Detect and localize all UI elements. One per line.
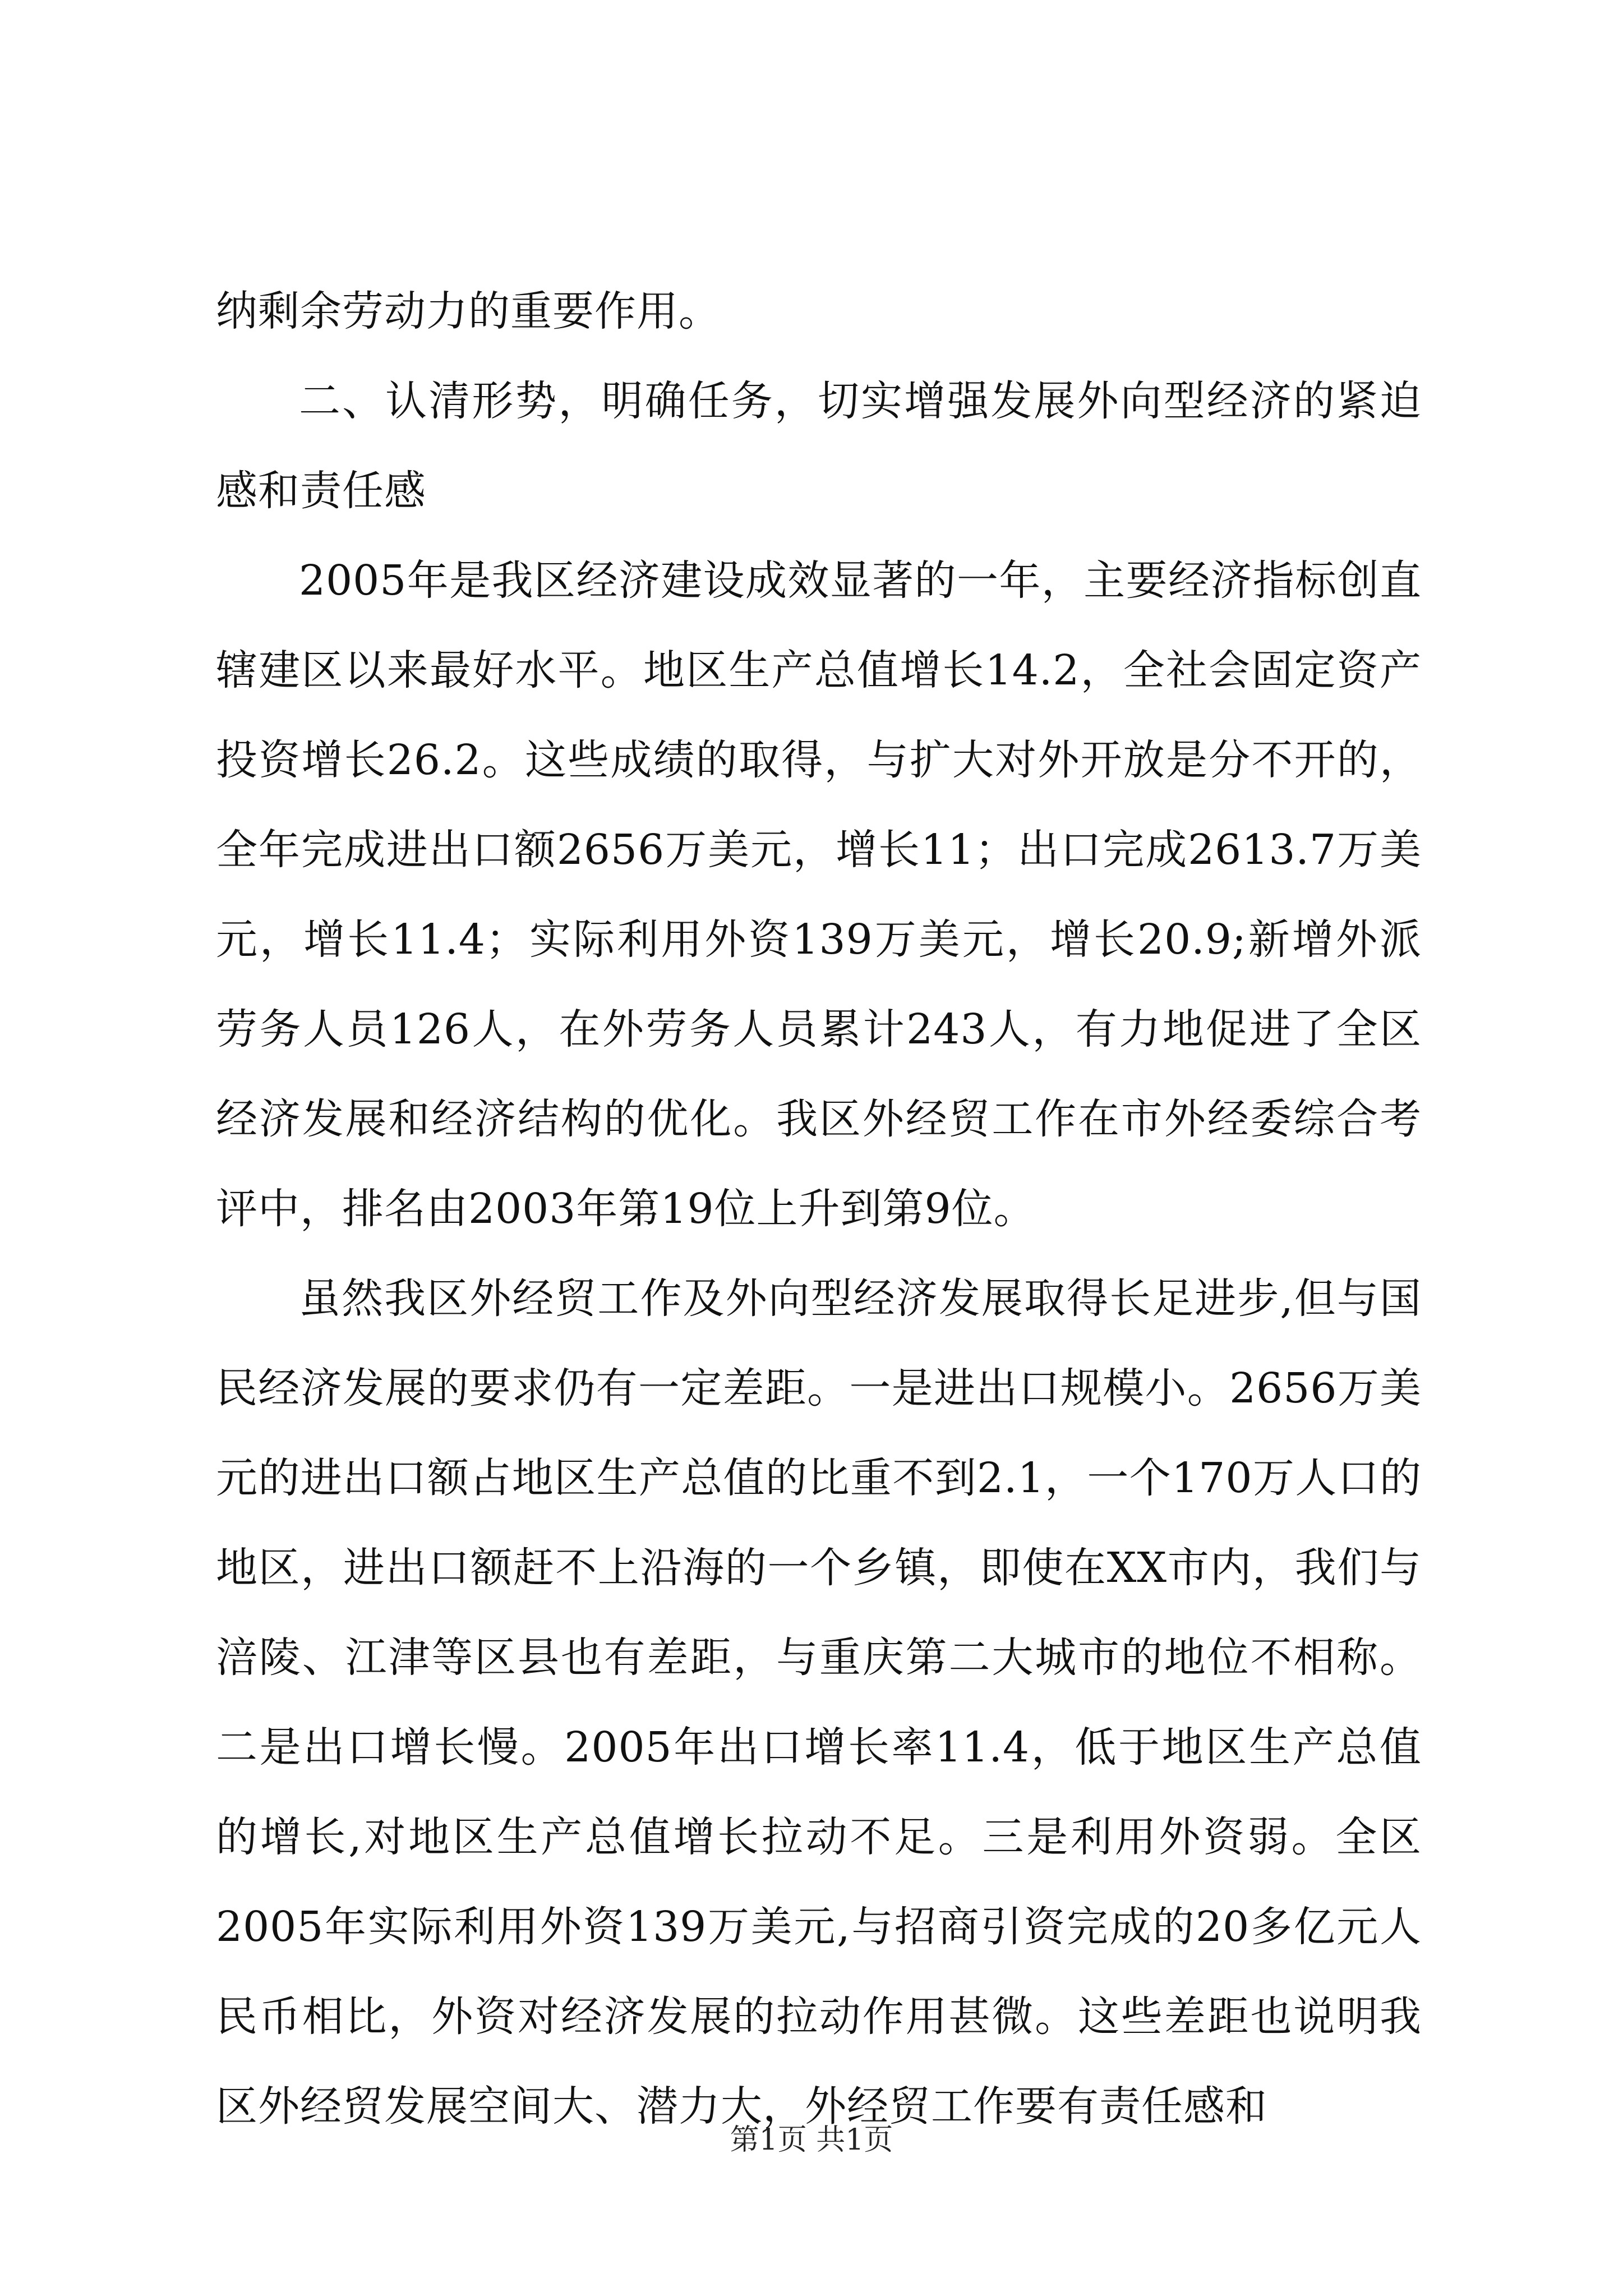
paragraph-4: 虽然我区外经贸工作及外向型经济发展取得长足进步,但与国民经济发展的要求仍有一定差距。一是进出口规模小。2656万美元的进出口额占地区生产总值的比重不到2.1，一个170万人口的地区，进出口额赶不上沿海的一个乡镇，即使在XX市内，我们与涪陵、江津等区县也有差距，与重庆第二大城市的地位不相称。二是出口增长慢。2005年出口增长率11.4，低于地区生产总值的增长,对地区生产总值增长拉动不足。三是利用外资弱。全区2005年实际利用外资139万美元,与招商引资完成的20多亿元人民币相比，外资对经济发展的拉动作用甚微。这些差距也说明我区外经贸发展空间大、潜力大，外经贸工作要有责任感和 <box>216 1274 1422 2131</box>
paragraph-1: 纳剩余劳动力的重要作用。 <box>216 287 721 335</box>
paragraph-heading-2: 二、认清形势，明确任务，切实增强发展外向型经济的紧迫感和责任感 <box>216 377 1422 515</box>
paragraph-3: 2005年是我区经济建设成效显著的一年，主要经济指标创直辖建区以来最好水平。地区生产总值增长14.2，全社会固定资产投资增长26.2。这些成绩的取得，与扩大对外开放是分不开的，全年完成进出口额2656万美元，增长11；出口完成2613.7万美元，增长11.4；实际利用外资139万美元，增长20.9;新增外派劳务人员126人，在外劳务人员累计243人，有力地促进了全区经济发展和经济结构的优化。我区外经贸工作在市外经委综合考评中，排名由2003年第19位上升到第9位。 <box>216 556 1422 1233</box>
document-body <box>216 266 1422 2151</box>
page-footer: 第1页 共1页 <box>730 2123 893 2157</box>
